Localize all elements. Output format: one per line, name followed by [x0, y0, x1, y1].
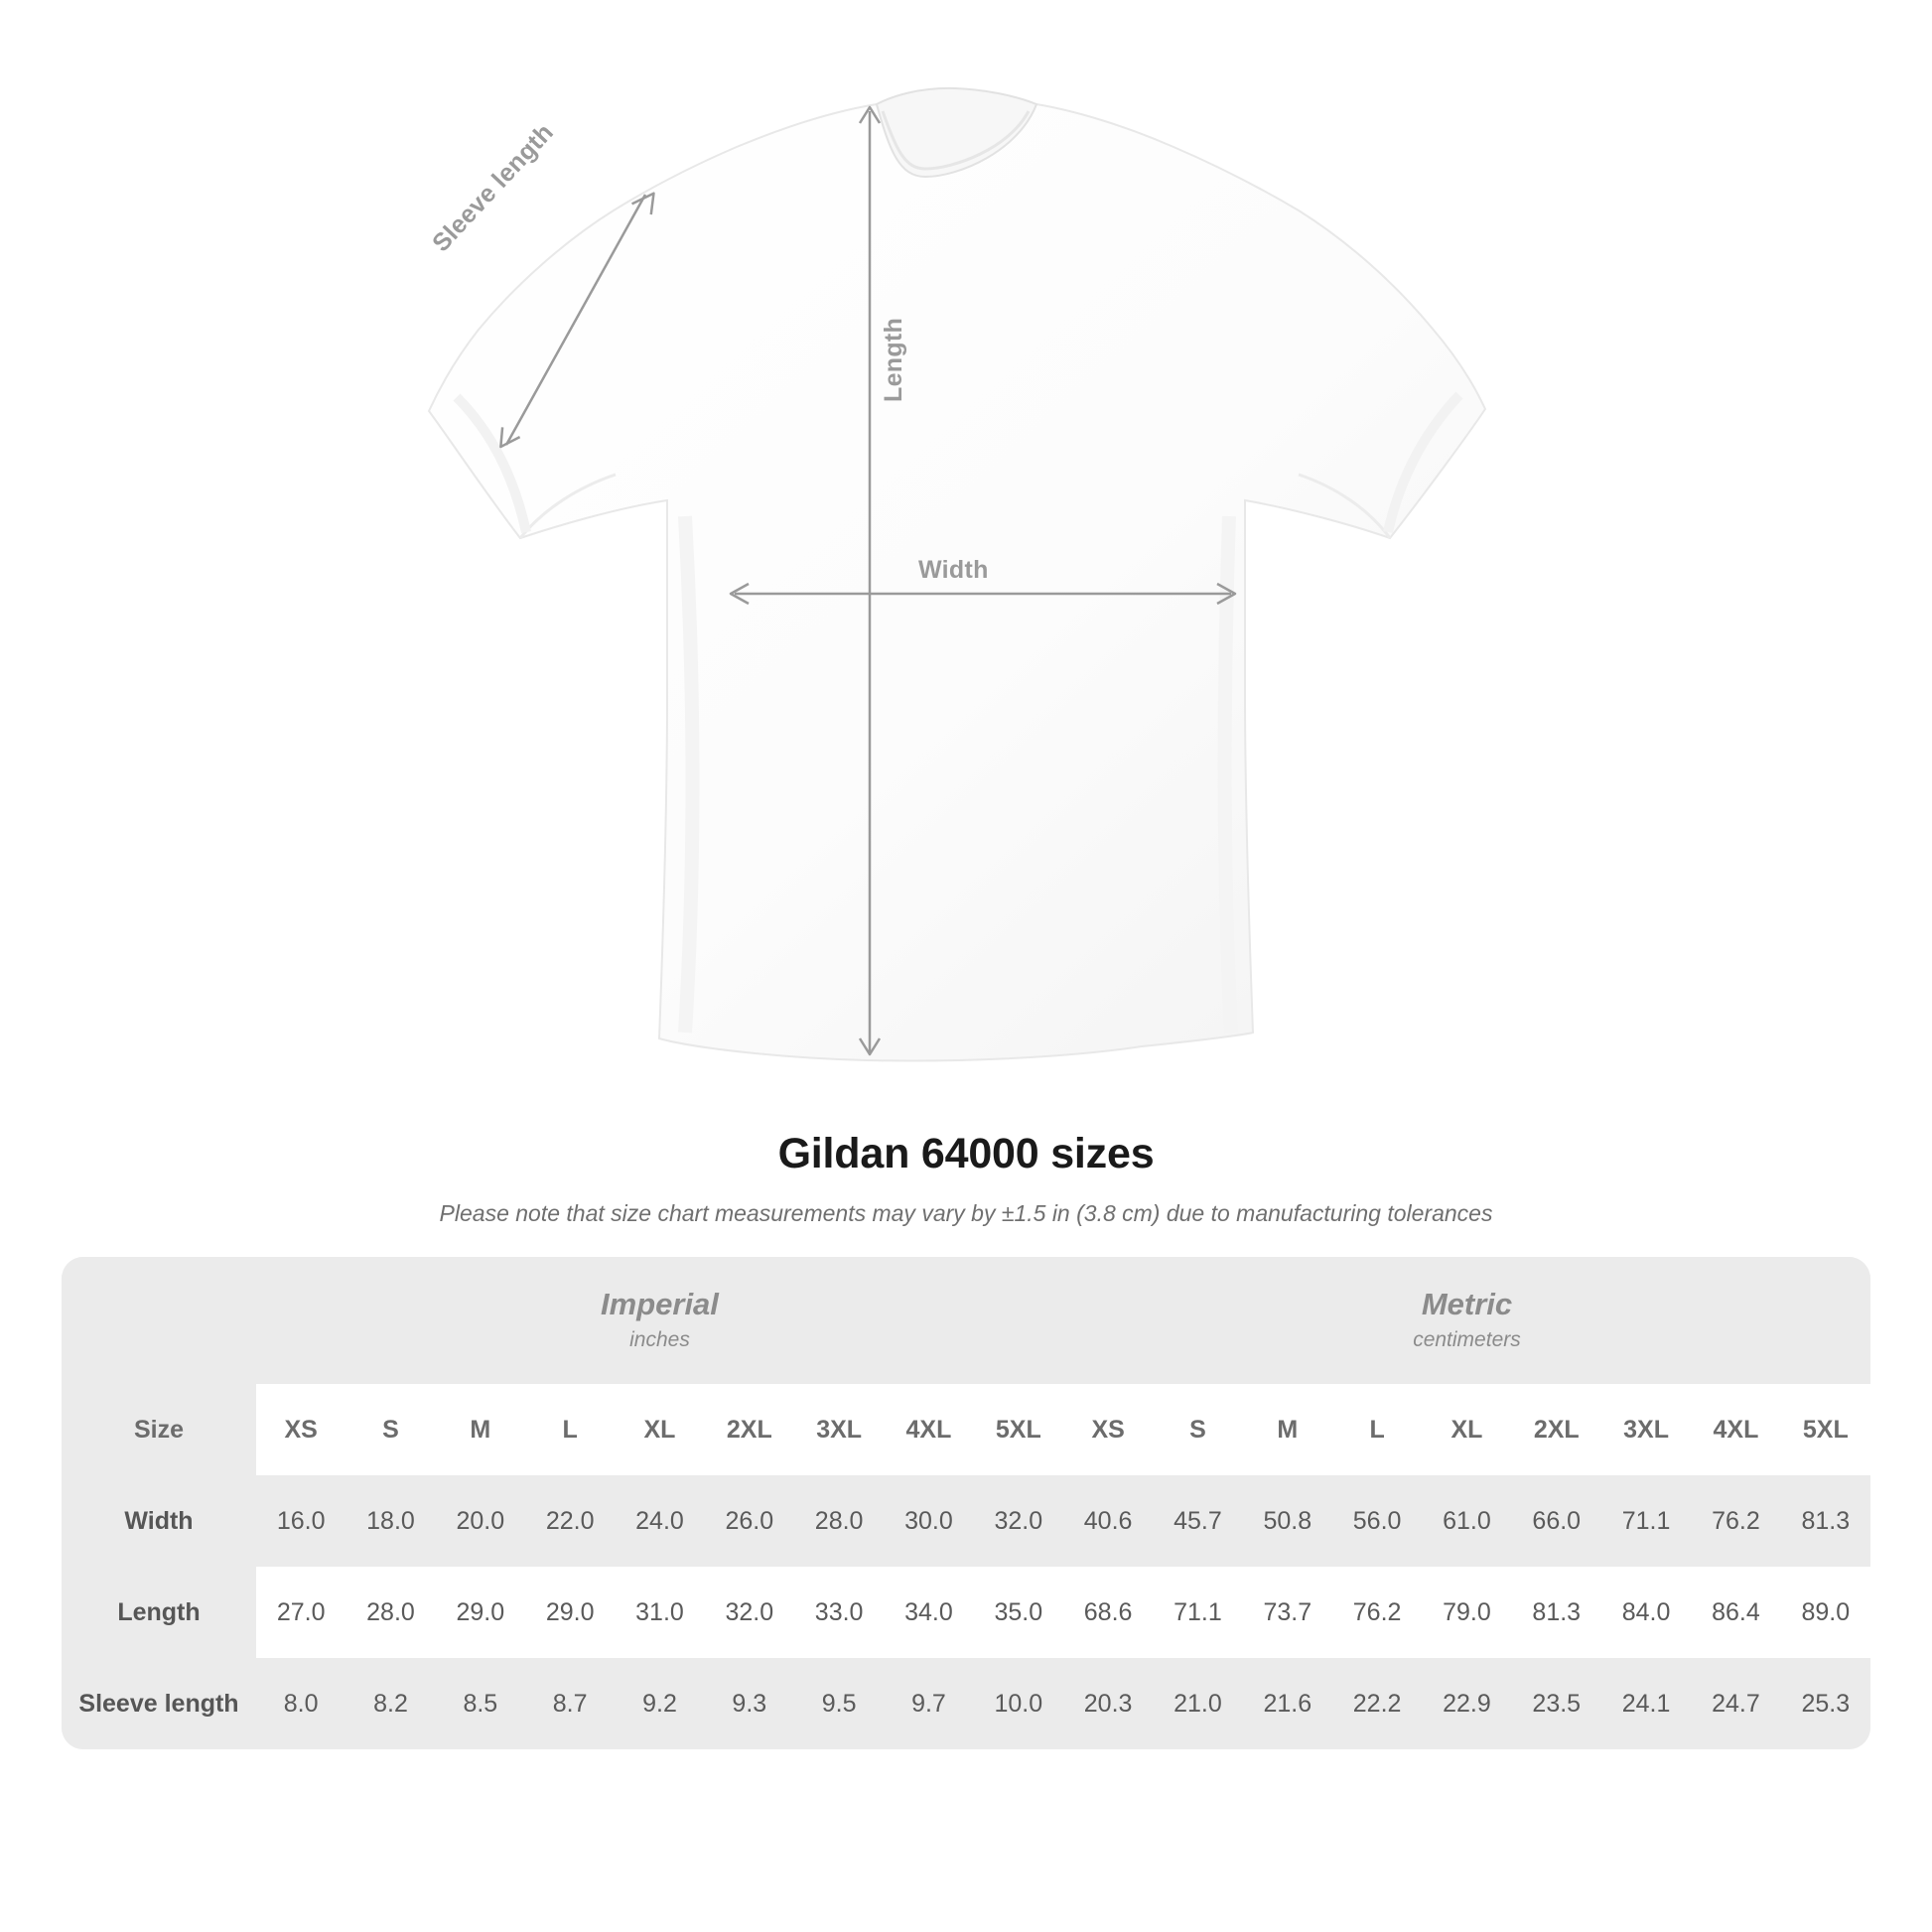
cell-sleeve-imp-l: 8.7 [525, 1658, 615, 1749]
size-header-cell: XS [256, 1384, 345, 1475]
cell-length-met-3xl: 84.0 [1601, 1567, 1691, 1658]
row-label-width: Width [62, 1475, 256, 1567]
tolerance-note: Please note that size chart measurements may vary by ±1.5 in (3.8 cm) due to manufacturing tolerances [439, 1200, 1493, 1226]
corner-cell [62, 1257, 256, 1384]
size-header-cell: 5XL [1781, 1384, 1870, 1475]
size-header-cell: XL [615, 1384, 704, 1475]
size-header-cell: XS [1063, 1384, 1153, 1475]
cell-width-imp-4xl: 30.0 [884, 1475, 973, 1567]
cell-length-imp-4xl: 34.0 [884, 1567, 973, 1658]
cell-width-imp-xs: 16.0 [256, 1475, 345, 1567]
cell-width-met-s: 45.7 [1153, 1475, 1242, 1567]
cell-width-imp-s: 18.0 [345, 1475, 435, 1567]
size-header-cell: S [1153, 1384, 1242, 1475]
size-header-cell: S [345, 1384, 435, 1475]
cell-width-imp-l: 22.0 [525, 1475, 615, 1567]
cell-width-met-xs: 40.6 [1063, 1475, 1153, 1567]
cell-length-met-m: 73.7 [1243, 1567, 1332, 1658]
imperial-name: Imperial [601, 1286, 719, 1321]
size-table-container [62, 1257, 1870, 1749]
cell-sleeve-met-s: 21.0 [1153, 1658, 1242, 1749]
cell-sleeve-met-4xl: 24.7 [1691, 1658, 1780, 1749]
cell-length-imp-m: 29.0 [436, 1567, 525, 1658]
size-header-cell: 2XL [1512, 1384, 1601, 1475]
cell-length-imp-s: 28.0 [345, 1567, 435, 1658]
cell-width-met-l: 56.0 [1332, 1475, 1422, 1567]
cell-sleeve-met-l: 22.2 [1332, 1658, 1422, 1749]
imperial-header [256, 1257, 1063, 1384]
cell-width-met-5xl: 81.3 [1781, 1475, 1870, 1567]
cell-sleeve-met-xl: 22.9 [1422, 1658, 1511, 1749]
cell-sleeve-met-2xl: 23.5 [1512, 1658, 1601, 1749]
size-header-cell: 3XL [794, 1384, 884, 1475]
size-header-cell: 5XL [974, 1384, 1063, 1475]
page-title: Gildan 64000 sizes [777, 1130, 1155, 1177]
size-label: Size [62, 1384, 256, 1475]
cell-sleeve-imp-2xl: 9.3 [705, 1658, 794, 1749]
cell-width-imp-2xl: 26.0 [705, 1475, 794, 1567]
sleeve-length-label: Sleeve length [427, 118, 560, 258]
row-label-length: Length [62, 1567, 256, 1658]
cell-width-met-m: 50.8 [1243, 1475, 1332, 1567]
cell-length-imp-2xl: 32.0 [705, 1567, 794, 1658]
cell-width-met-2xl: 66.0 [1512, 1475, 1601, 1567]
size-header-row [62, 1384, 1870, 1475]
cell-width-imp-5xl: 32.0 [974, 1475, 1063, 1567]
cell-sleeve-imp-s: 8.2 [345, 1658, 435, 1749]
unit-header-row [62, 1257, 1870, 1384]
size-header-cell: 4XL [884, 1384, 973, 1475]
metric-header [1063, 1257, 1870, 1384]
cell-width-imp-3xl: 28.0 [794, 1475, 884, 1567]
cell-sleeve-imp-xs: 8.0 [256, 1658, 345, 1749]
table-row [62, 1658, 1870, 1749]
size-header-cell: M [1243, 1384, 1332, 1475]
cell-length-met-2xl: 81.3 [1512, 1567, 1601, 1658]
cell-width-met-xl: 61.0 [1422, 1475, 1511, 1567]
cell-length-imp-3xl: 33.0 [794, 1567, 884, 1658]
cell-width-met-3xl: 71.1 [1601, 1475, 1691, 1567]
size-header-cell: L [1332, 1384, 1422, 1475]
size-header-cell: 4XL [1691, 1384, 1780, 1475]
cell-length-met-4xl: 86.4 [1691, 1567, 1780, 1658]
metric-sub: centimeters [1413, 1327, 1521, 1351]
cell-sleeve-imp-xl: 9.2 [615, 1658, 704, 1749]
cell-sleeve-met-5xl: 25.3 [1781, 1658, 1870, 1749]
width-label: Width [918, 556, 989, 584]
size-header-cell: 3XL [1601, 1384, 1691, 1475]
cell-length-met-l: 76.2 [1332, 1567, 1422, 1658]
cell-length-imp-xs: 27.0 [256, 1567, 345, 1658]
metric-name: Metric [1421, 1286, 1513, 1321]
size-header-cell: XL [1422, 1384, 1511, 1475]
length-label: Length [880, 317, 907, 402]
row-label-sleeve-length: Sleeve length [62, 1658, 256, 1749]
cell-length-met-5xl: 89.0 [1781, 1567, 1870, 1658]
cell-width-met-4xl: 76.2 [1691, 1475, 1780, 1567]
size-table [62, 1257, 1870, 1749]
cell-sleeve-imp-5xl: 10.0 [974, 1658, 1063, 1749]
cell-length-met-s: 71.1 [1153, 1567, 1242, 1658]
cell-length-imp-5xl: 35.0 [974, 1567, 1063, 1658]
title-block [0, 1130, 1932, 1227]
cell-width-imp-xl: 24.0 [615, 1475, 704, 1567]
cell-sleeve-met-m: 21.6 [1243, 1658, 1332, 1749]
table-row [62, 1475, 1870, 1567]
table-row [62, 1567, 1870, 1658]
cell-length-imp-l: 29.0 [525, 1567, 615, 1658]
cell-length-met-xl: 79.0 [1422, 1567, 1511, 1658]
cell-sleeve-imp-3xl: 9.5 [794, 1658, 884, 1749]
cell-length-imp-xl: 31.0 [615, 1567, 704, 1658]
imperial-sub: inches [629, 1327, 690, 1351]
cell-sleeve-imp-m: 8.5 [436, 1658, 525, 1749]
size-header-cell: M [436, 1384, 525, 1475]
size-header-cell: L [525, 1384, 615, 1475]
cell-width-imp-m: 20.0 [436, 1475, 525, 1567]
size-header-cell: 2XL [705, 1384, 794, 1475]
cell-sleeve-met-xs: 20.3 [1063, 1658, 1153, 1749]
cell-length-met-xs: 68.6 [1063, 1567, 1153, 1658]
cell-sleeve-imp-4xl: 9.7 [884, 1658, 973, 1749]
cell-sleeve-met-3xl: 24.1 [1601, 1658, 1691, 1749]
